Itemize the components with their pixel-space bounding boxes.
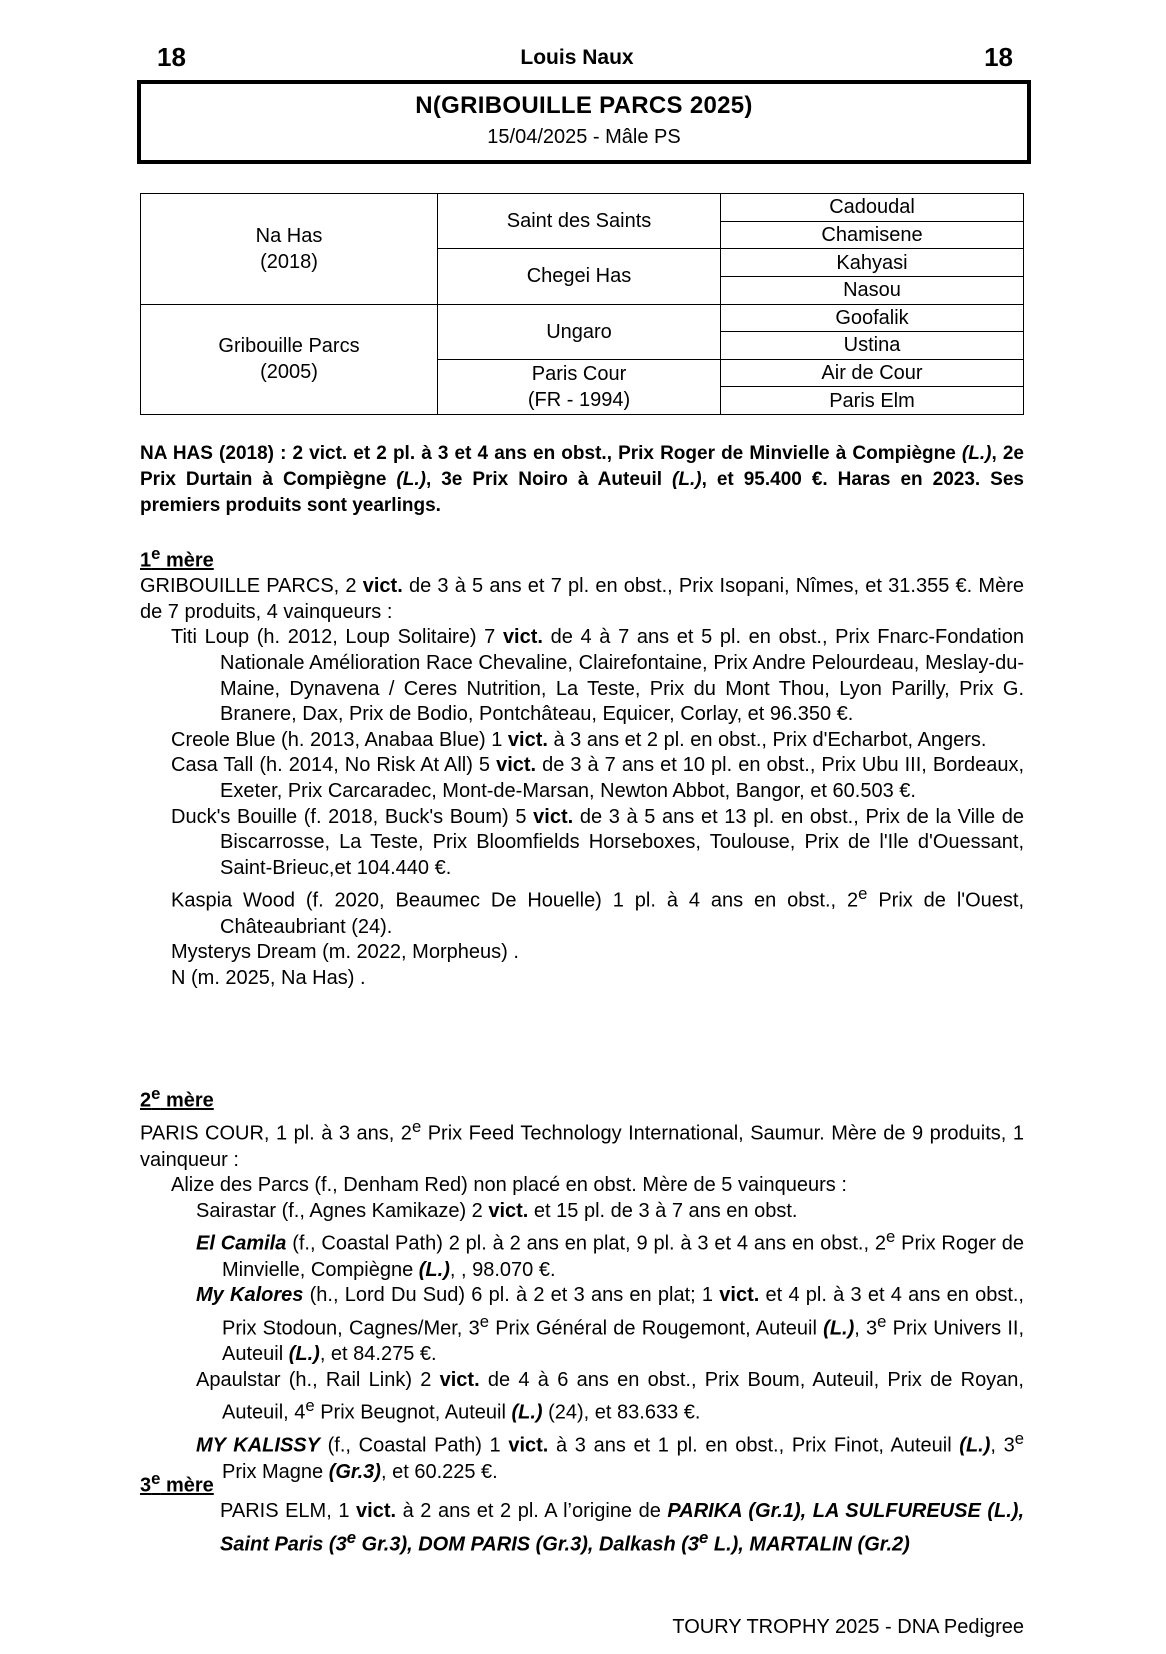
text: et 15 pl. de 3 à 7 ans en obst. [528,1199,798,1222]
horse-title-box [137,80,1031,164]
text: Creole Blue (h. 2013, Anabaa Blue) 1 [171,728,508,751]
vict-label: vict. [356,1500,397,1523]
vict-label: vict. [362,575,403,598]
gen3-cell: Goofalik [721,304,1024,332]
horse-name: N(GRIBOUILLE PARCS 2025) [415,92,753,119]
dam-year: (2005) [260,361,318,384]
grand-produce-entry [140,1368,1024,1427]
text: , 3 [990,1435,1015,1458]
horse-birth-sex: 15/04/2025 - Mâle PS [487,126,681,148]
produce-entry: Mysterys Dream (m. 2022, Morpheus) . [171,941,519,964]
heading-num: 1 [140,549,152,572]
listed-mark: (L.) [511,1401,543,1424]
gen3-cell: Air de Cour [721,359,1024,387]
black-type-text: Gr.3), DOM PARIS (Gr.3), Dalkash (3 [355,1533,700,1556]
vict-label: vict. [502,626,543,649]
produce-entry [140,881,1024,940]
grand-produce-entry [140,1283,1024,1367]
sire-note-text: , 2e Prix Durtain à Compiègne [140,443,1024,490]
sire-sire-cell: Saint des Saints [438,194,721,249]
text: , et 60.225 €. [380,1460,498,1483]
listed-mark: (L.) [823,1317,855,1340]
vict-label: vict. [488,1199,529,1222]
produce-entry [140,728,1024,754]
sire-note-text: NA HAS (2018) : 2 vict. et 2 pl. à 3 et 4 ans en obst., Prix Roger de Minvielle à Compiègne [140,443,962,464]
text: PARIS ELM, 1 [220,1500,357,1523]
consignor-name: Louis Naux [520,46,634,69]
gen3-cell: Ustina [721,332,1024,360]
text: Prix de l'Ouest, Châteaubriant (24). [220,890,1024,938]
listed-mark: (L.) [961,443,992,464]
text: Apaulstar (h., Rail Link) 2 [196,1368,440,1391]
listed-mark: (L.) [396,469,426,490]
vict-label: vict. [439,1368,480,1391]
text: PARIS COUR, 1 pl. à 3 ans, 2 [140,1122,412,1145]
first-dam-section [140,541,1024,991]
sup: e [305,1396,315,1416]
black-type-name: El Camila [196,1232,287,1255]
listed-mark: (L.) [288,1342,320,1365]
dam-dam-cell [438,359,721,414]
black-type-name: MY KALISSY [196,1435,320,1458]
page-header [137,42,1017,72]
text: (f., Coastal Path) 2 pl. à 2 ans en plat, 9 pl. à 3 et 4 ans en obst., 2 [286,1232,886,1255]
sup: e [346,1527,356,1547]
sire-cell [141,194,438,305]
gen3-cell: Paris Elm [721,387,1024,415]
produce-entry [140,625,1024,727]
heading-num: 3 [140,1474,152,1497]
text: Prix Univers II, Auteuil [222,1317,1024,1365]
text: de 3 à 5 ans et 13 pl. en obst., Prix de la Ville de Biscarrosse, La Teste, Prix Bloomfields Horseboxes, Toulouse, Prix de l'Ile d'Ouessant, Saint-Brieuc,et 104.440 €. [220,805,1024,879]
sup: e [877,1311,887,1331]
sire-year: (2018) [260,250,318,273]
group-mark: (Gr.3) [328,1460,381,1483]
dam-dam-name: Paris Cour [531,362,627,385]
gen3-cell: Cadoudal [721,194,1024,222]
vict-label: vict. [719,1284,760,1307]
text: Kaspia Wood (f. 2020, Beaumec De Houelle) 1 pl. à 4 ans en obst., 2 [171,890,859,913]
text: Prix Général de Rougemont, Auteuil [488,1317,824,1340]
text: à 3 ans et 1 pl. en obst., Prix Finot, Auteuil [548,1435,960,1458]
sire-note-text: , et 95.400 €. Haras en 2023. Ses premiers produits sont yearlings. [140,469,1024,516]
dam-dam-year: (FR - 1994) [527,388,631,411]
vict-label: vict. [508,1435,549,1458]
gen3-cell: Kahyasi [721,249,1024,277]
dam-name: Gribouille Parcs [218,335,360,358]
text: de 4 à 7 ans et 5 pl. en obst., Prix Fnarc-Fondation Nationale Amélioration Race Chevaline, Clairefontaine, Prix Andre Pelourdeau, Meslay-du-Maine, Dynavena / Ceres Nutrition, La Teste, Prix du Mont Thou, Lyon Parilly, Prix G. Branere, Dax, Prix de Bodio, Pontchâteau, Equicer, Corlay, et 96.350 €. [220,626,1024,726]
text: Prix Beugnot, Auteuil [314,1401,512,1424]
vict-label: vict. [496,754,537,777]
third-dam-heading [140,1466,1024,1499]
sup: e [1014,1429,1024,1449]
black-type-text: L.), MARTALIN (Gr.2) [708,1533,910,1556]
first-dam-intro [140,574,1024,625]
gen3-cell: Nasou [721,276,1024,304]
produce-entry: Alize des Parcs (f., Denham Red) non placé en obst. Mère de 5 vainqueurs : [171,1174,847,1197]
text: , 3 [854,1317,878,1340]
grand-produce-entry [140,1224,1024,1283]
black-type-name: My Kalores [196,1284,304,1307]
heading-num: 2 [140,1089,152,1112]
text: à 3 ans et 2 pl. en obst., Prix d'Echarbot, Angers. [547,728,987,751]
text: , et 84.275 €. [319,1342,437,1365]
listed-mark: (L.) [672,469,702,490]
sire-note-text: , 3e Prix Noiro à Auteuil [425,469,673,490]
listed-mark: (L.) [959,1435,991,1458]
text: GRIBOUILLE PARCS, 2 [140,575,363,598]
text: à 2 ans et 2 pl. A l’origine de [396,1500,668,1523]
text: Casa Tall (h. 2014, No Risk At All) 5 [171,754,497,777]
gen3-cell: Chamisene [721,221,1024,249]
text: de 4 à 6 ans en obst., Prix Boum, Auteuil, Prix de Royan, Auteuil, 4 [222,1368,1024,1424]
third-dam-section [140,1466,1024,1558]
heading-word: mère [160,549,214,572]
text: (f., Coastal Path) 1 [319,1435,509,1458]
second-dam-intro [140,1114,1024,1173]
text: Prix Roger de Minvielle, Compiègne [222,1232,1024,1281]
sire-dam-cell: Chegei Has [438,249,721,304]
text: de 3 à 5 ans et 7 pl. en obst., Prix Isopani, Nîmes, et 31.355 €. Mère de 7 produits, 4 vainqueurs : [140,575,1024,623]
sire-note [140,441,1024,519]
produce-entry: N (m. 2025, Na Has) . [171,966,366,989]
vict-label: vict. [507,728,548,751]
text: Sairastar (f., Agnes Kamikaze) 2 [196,1199,489,1222]
sup: e [858,884,868,904]
page-footer: TOURY TROPHY 2025 - DNA Pedigree [672,1616,1024,1638]
grand-produce-entry [140,1199,1024,1225]
text: , , 98.070 €. [449,1258,556,1281]
heading-word: mère [160,1474,214,1497]
text: (h., Lord Du Sud) 6 pl. à 2 et 3 ans en plat; 1 [303,1284,720,1307]
produce-entry [140,753,1024,804]
heading-sup: e [151,544,161,563]
text: Titi Loup (h. 2012, Loup Solitaire) 7 [171,626,503,649]
third-dam-text [140,1499,1024,1558]
sup: e [411,1117,422,1137]
vict-label: vict. [533,805,574,828]
text: Prix Magne [222,1460,329,1483]
black-type-text: PARIKA (Gr.1), LA SULFUREUSE (L.), Saint Paris (3 [220,1500,1024,1556]
second-dam-section [140,1081,1024,1485]
second-dam-heading [140,1081,1024,1114]
lot-number-right: 18 [984,42,1013,72]
dam-cell [141,304,438,415]
heading-sup: e [151,1469,161,1488]
first-dam-heading [140,541,1024,574]
pedigree-table [140,193,1024,415]
produce-entry [140,805,1024,882]
lot-number-left: 18 [157,42,186,72]
heading-sup: e [151,1084,161,1103]
listed-mark: (L.) [418,1258,450,1281]
sire-name: Na Has [255,224,323,247]
sup: e [886,1227,896,1247]
text: (24), et 83.633 €. [542,1401,701,1424]
sup: e [479,1311,489,1331]
text: et 4 pl. à 3 et 4 ans en obst., Prix Stodoun, Cagnes/Mer, 3 [222,1284,1024,1340]
heading-word: mère [160,1089,214,1112]
sup: e [699,1527,709,1547]
dam-sire-cell: Ungaro [438,304,721,359]
text: Duck's Bouille (f. 2018, Buck's Boum) 5 [171,805,534,828]
text: Prix Feed Technology International, Saumur. Mère de 9 produits, 1 vainqueur : [140,1122,1024,1171]
text: de 3 à 7 ans et 10 pl. en obst., Prix Ubu III, Bordeaux, Exeter, Prix Carcaradec, Mont-de-Marsan, Newton Abbot, Bangor, et 60.503 €. [220,754,1025,802]
